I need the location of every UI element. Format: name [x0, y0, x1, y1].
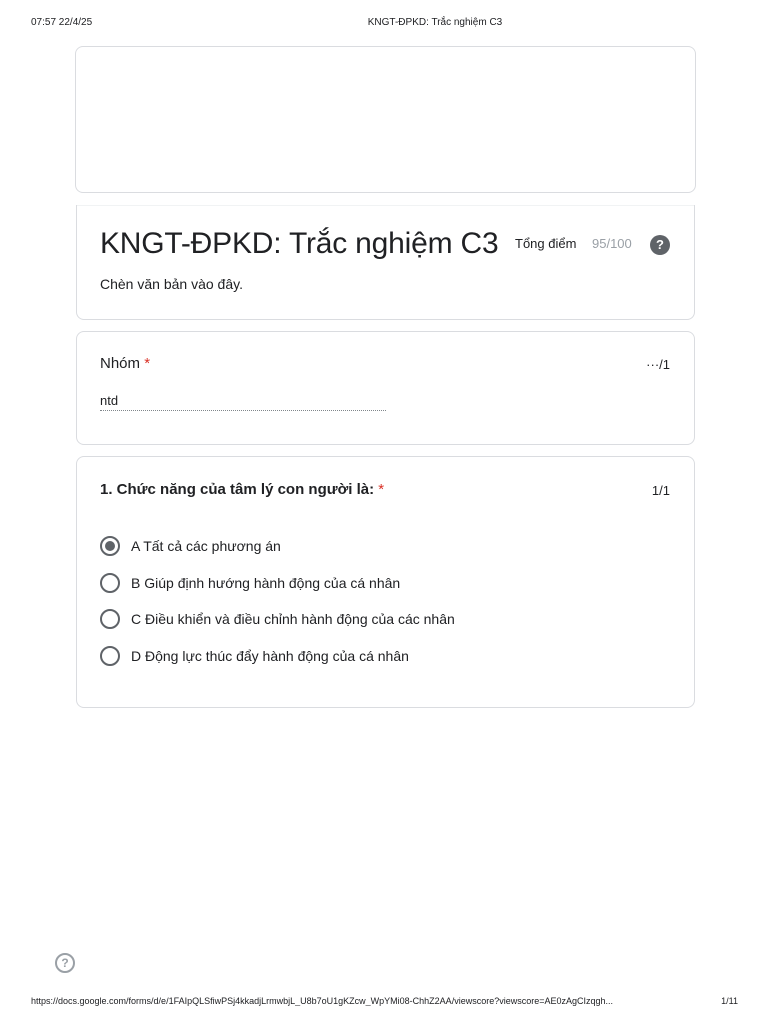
- radio-unchecked-icon[interactable]: [100, 609, 120, 629]
- question-text: 1. Chức năng của tâm lý con người là:: [100, 481, 375, 498]
- radio-unchecked-icon[interactable]: [100, 573, 120, 593]
- question-card-1: [76, 456, 695, 708]
- required-mark: *: [378, 481, 385, 498]
- option-d[interactable]: [100, 645, 409, 667]
- option-label: A Tất cả các phương án: [131, 538, 281, 554]
- print-page-number: 1/11: [721, 996, 738, 1006]
- total-score-label: Tổng điểm: [515, 236, 577, 251]
- form-title-card: [76, 205, 695, 320]
- question-label: [100, 481, 384, 498]
- print-footer: [0, 996, 768, 1008]
- footer-help-icon[interactable]: ?: [55, 953, 75, 973]
- short-answer-underline: [100, 410, 386, 411]
- header-banner: [75, 46, 696, 193]
- print-timestamp: 07:57 22/4/25: [31, 17, 93, 28]
- form-description: Chèn văn bản vào đây.: [100, 276, 243, 292]
- option-a[interactable]: [100, 535, 281, 557]
- option-b[interactable]: [100, 572, 400, 594]
- form-title: KNGT-ĐPKD: Trắc nghiệm C3: [100, 227, 499, 260]
- radio-unchecked-icon[interactable]: [100, 646, 120, 666]
- total-score-value: 95/100: [592, 236, 632, 251]
- help-icon[interactable]: ?: [650, 235, 670, 255]
- print-doc-title: KNGT-ĐPKD: Trắc nghiệm C3: [367, 17, 503, 28]
- question-text: Nhóm: [100, 355, 141, 372]
- option-label: C Điều khiển và điều chỉnh hành động của các nhân: [131, 611, 455, 627]
- question-label: [100, 355, 150, 372]
- option-label: B Giúp định hướng hành động của cá nhân: [131, 575, 401, 591]
- option-c[interactable]: [100, 608, 455, 630]
- print-header: [0, 17, 768, 31]
- option-label: D Động lực thúc đẩy hành động của cá nhân: [131, 648, 409, 664]
- print-url: https://docs.google.com/forms/d/e/1FAIpQLSfiwPSj4kkadjLrmwbjL_U8b7oU1gKZcw_WpYMi08-ChhZ2AA/viewscore?viewscore=AE0zAgCIzqgh...: [31, 996, 614, 1006]
- required-mark: *: [144, 355, 151, 372]
- radio-checked-icon[interactable]: [100, 536, 120, 556]
- question-points: 1/1: [651, 483, 670, 498]
- question-card-group: [76, 331, 695, 445]
- question-points: ···/1: [646, 357, 670, 372]
- short-answer-value[interactable]: ntd: [100, 393, 119, 408]
